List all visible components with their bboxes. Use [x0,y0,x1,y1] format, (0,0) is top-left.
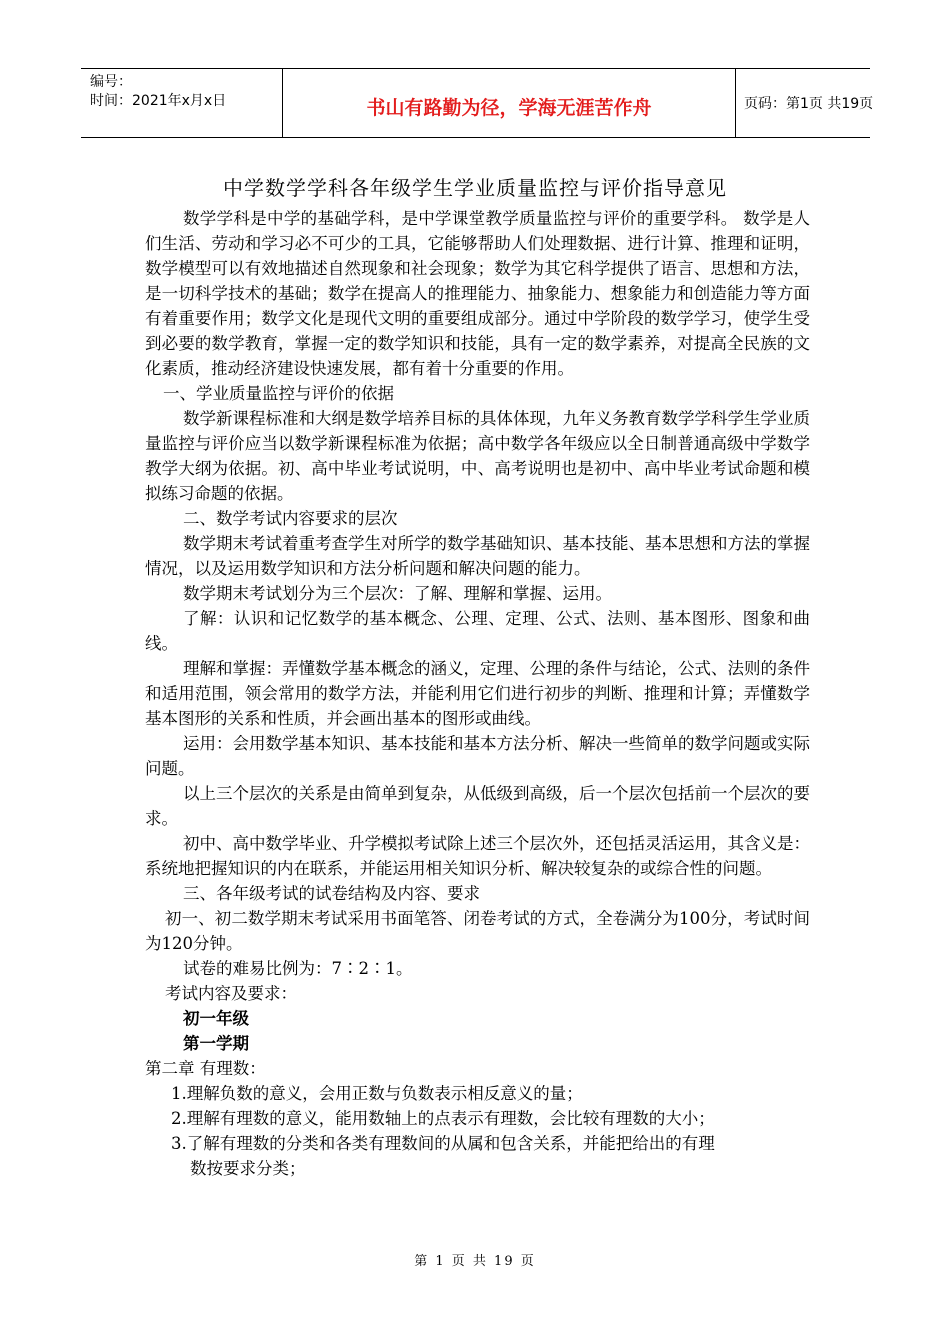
page-footer: 第 1 页 共 19 页 [414,1254,536,1269]
section-heading-1: 一、学业质量监控与评价的依据 [163,384,394,403]
paragraph-exam-focus: 数学期末考试着重考查学生对所学的数学基础知识、基本技能、基本思想和方法的掌握情况，以及运用数学知识和方法分析问题和解决问题的能力。 [145,534,810,578]
intro-paragraph: 数学学科是中学的基础学科，是中学课堂教学质量监控与评价的重要学科。 数学是人们生活、劳动和学习必不可少的工具，它能够帮助人们处理数据、进行计算、推理和证明，数学模型可以有效地描述自然现象和社会现象；数学为其它科学提供了语言、思想和方法，是一切科学技术的基础；数学在提高人的推理能力、抽象能力、想象能力和创造能力等方面有着重要作用；数学文化是现代文明的重要组成部分。通过中学阶段的数学学习，使学生受到必要的数学教育，掌握一定的数学知识和技能，具有一定的数学素养，对提高全民族的文化素质，推动经济建设快速发展，都有着十分重要的作用。 [145,209,810,378]
paragraph-levels: 数学期末考试划分为三个层次：了解、理解和掌握、运用。 [183,584,612,603]
header-meta-cell [81,69,282,137]
list-item: 3.了解有理数的分类和各类有理数间的从属和包含关系，并能把给出的有理 [171,1134,715,1153]
semester-heading: 第一学期 [183,1034,249,1053]
header-page-cell [735,69,874,137]
paragraph-relation: 以上三个层次的关系是由简单到复杂，从低级到高级，后一个层次包括前一个层次的要求。 [145,784,810,828]
document-header [81,68,874,138]
paragraph-flexible: 初中、高中数学毕业、升学模拟考试除上述三个层次外，还包括灵活运用，其含义是：系统地把握知识的内在联系，并能运用相关知识分析、解决较复杂的或综合性的问题。 [145,834,810,878]
chapter-heading: 第二章 有理数： [145,1059,266,1078]
date-text: 时间：2021年x月x日 [90,93,227,109]
document-title: 中学数学学科各年级学生学业质量监控与评价指导意见 [223,176,727,200]
paragraph-master: 理解和掌握：弄懂数学基本概念的涵义，定理、公理的条件与结论，公式、法则的条件和适用范围，领会常用的数学方法，并能利用它们进行初步的判断、推理和计算；弄懂数学基本图形的关系和性质，并会画出基本的图形或曲线。 [145,659,810,728]
paragraph-apply: 运用：会用数学基本知识、基本技能和基本方法分析、解决一些简单的数学问题或实际问题。 [145,734,810,778]
list-item-continuation: 数按要求分类； [190,1159,306,1178]
header-motto-cell [282,69,736,137]
motto: 书山有路勤为径，学海无涯苦作舟 [366,97,652,119]
list-item: 2.理解有理数的意义，能用数轴上的点表示有理数，会比较有理数的大小； [171,1109,715,1128]
serial-label: 编号： [90,74,132,90]
paragraph-ratio: 试卷的难易比例为：7∶2∶1。 [183,959,413,978]
paragraph-exam-format: 初一、初二数学期末考试采用书面笔答、闭卷考试的方式，全卷满分为100分，考试时间为120分钟。 [145,909,810,953]
page-info: 页码：第1页 共19页 [744,96,874,112]
grade-heading: 初一年级 [183,1009,249,1028]
section-heading-3: 三、各年级考试的试卷结构及内容、要求 [183,884,480,903]
paragraph-basis: 数学新课程标准和大纲是数学培养目标的具体体现，九年义务教育数学学科学生学业质量监控与评价应当以数学新课程标准为依据；高中数学各年级应以全日制普通高级中学数学教学大纲为依据。初、高中毕业考试说明，中、高考说明也是初中、高中毕业考试命题和模拟练习命题的依据。 [145,409,810,503]
list-item: 1.理解负数的意义，会用正数与负数表示相反意义的量； [171,1084,583,1103]
paragraph-content-heading: 考试内容及要求： [165,984,297,1003]
section-heading-2: 二、数学考试内容要求的层次 [183,509,398,528]
document-body [145,206,810,1181]
paragraph-understand: 了解：认识和记忆数学的基本概念、公理、定理、公式、法则、基本图形、图象和曲线。 [145,609,810,653]
